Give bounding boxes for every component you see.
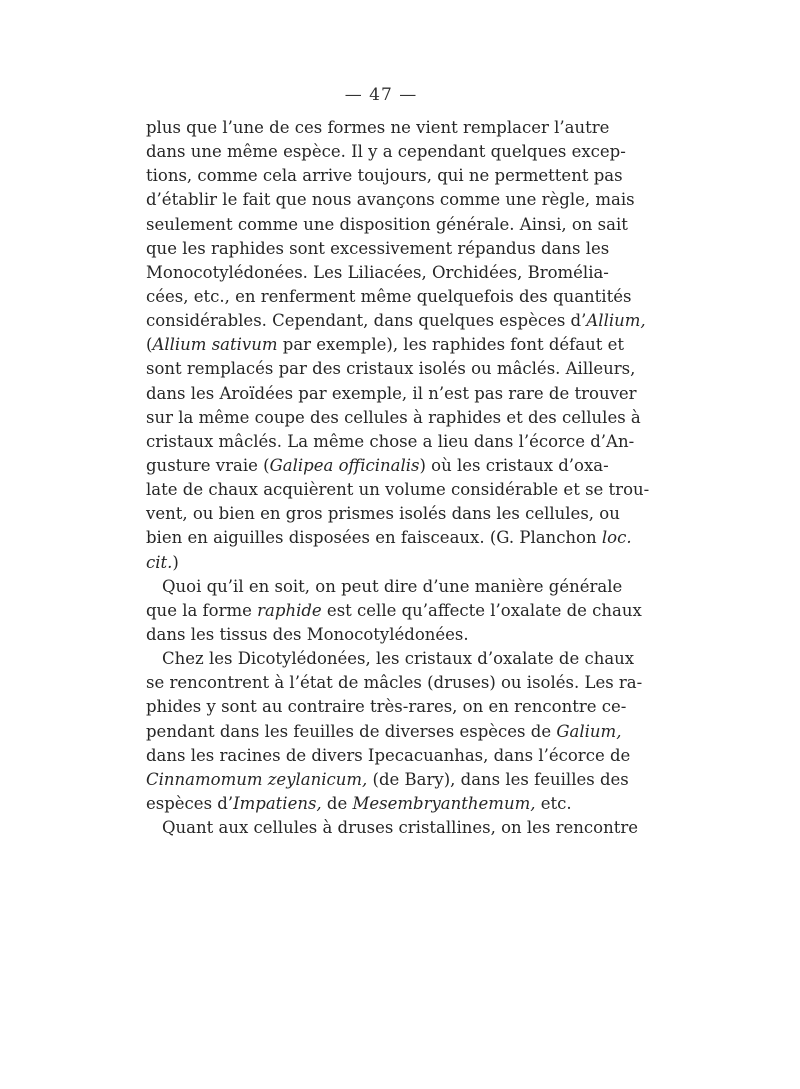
text-line <box>146 261 609 285</box>
text-line <box>146 671 643 695</box>
text-line <box>146 285 632 309</box>
text-segment: espèces d’ <box>146 793 234 813</box>
text-segment: est celle qu’affecte l’oxalate de chaux <box>321 600 642 620</box>
text-line <box>146 357 636 381</box>
text-segment: ) où les cristaux d’oxa- <box>419 455 609 475</box>
text-line <box>146 720 622 744</box>
text-segment: late de chaux acquièrent un volume considérable et se trou- <box>146 480 650 500</box>
text-segment: vent, ou bien en gros prismes isolés dans les cellules, ou <box>146 504 620 524</box>
text-segment: considérables. Cependant, dans quelques espèces d’ <box>146 311 587 331</box>
text-line <box>146 478 650 502</box>
text-line <box>146 647 635 671</box>
text-line <box>146 164 623 188</box>
text-line <box>146 526 632 550</box>
text-segment: Quant aux cellules à druses cristallines, on les rencontre <box>162 818 638 838</box>
text-line <box>146 188 635 212</box>
text-line <box>146 575 623 599</box>
text-line <box>146 599 642 623</box>
text-line <box>146 792 598 816</box>
text-segment: ( <box>146 335 153 355</box>
body-text <box>146 116 650 840</box>
text-line <box>146 333 624 357</box>
text-segment: seulement comme une disposition générale. Ainsi, on sait <box>146 214 628 234</box>
text-segment: sur la même coupe des cellules à raphides et des cellules à <box>146 407 641 427</box>
italic-text: loc. <box>601 528 632 548</box>
text-segment: tions, comme cela arrive toujours, qui ne permettent pas <box>146 166 623 186</box>
text-line <box>146 454 609 478</box>
page-number: — 47 — <box>344 85 418 105</box>
text-segment: cristaux mâclés. La même chose a lieu dans l’écorce d’An- <box>146 431 635 451</box>
text-segment: dans les tissus des Monocotylédonées. <box>146 624 469 644</box>
text-segment: cées, etc., en renferment même quelquefois des quantités <box>146 286 632 306</box>
text-segment: dans les racines de divers Ipecacuanhas, dans l’écorce de <box>146 745 631 765</box>
text-segment: sont remplacés par des cristaux isolés ou mâclés. Ailleurs, <box>146 359 636 379</box>
text-line <box>146 430 635 454</box>
italic-text: cit. <box>146 552 173 572</box>
text-line <box>146 237 610 261</box>
text-line <box>146 695 627 719</box>
italic-text: Allium, <box>586 311 646 331</box>
text-segment: ) <box>172 552 179 572</box>
italic-text: Impatiens, <box>233 793 322 813</box>
text-segment: gusture vraie ( <box>146 455 270 475</box>
text-segment: phides y sont au contraire très-rares, on en rencontre ce- <box>146 697 627 717</box>
text-segment: dans les Aroïdées par exemple, il n’est pas rare de trouver <box>146 383 637 403</box>
text-line <box>146 768 629 792</box>
text-line <box>146 816 638 840</box>
text-segment: de <box>321 793 353 813</box>
text-segment: plus que l’une de ces formes ne vient remplacer l’autre <box>146 118 610 137</box>
text-line <box>146 140 626 164</box>
text-line <box>146 116 610 140</box>
text-line <box>146 623 598 647</box>
text-segment: d’établir le fait que nous avançons comme une règle, mais <box>146 190 635 210</box>
text-segment: Quoi qu’il en soit, on peut dire d’une manière générale <box>162 576 623 596</box>
text-segment: etc. <box>535 793 572 813</box>
italic-text: Galium, <box>556 721 622 741</box>
text-segment: Chez les Dicotylédonées, les cristaux d’oxalate de chaux <box>162 649 635 669</box>
text-segment: que la forme <box>146 600 258 620</box>
text-line <box>146 382 637 406</box>
italic-text: Mesembryanthemum, <box>352 793 536 813</box>
text-line <box>146 551 598 575</box>
text-segment: (de Bary), dans les feuilles des <box>367 769 629 789</box>
italic-text: raphide <box>257 600 322 620</box>
text-segment: que les raphides sont excessivement répandus dans les <box>146 238 610 258</box>
text-line <box>146 406 641 430</box>
italic-text: Cinnamomum zeylanicum, <box>146 769 368 789</box>
text-segment: se rencontrent à l’état de mâcles (druses) ou isolés. Les ra- <box>146 673 643 693</box>
text-line <box>146 744 631 768</box>
text-line <box>146 502 620 526</box>
italic-text: Galipea officinalis <box>269 455 420 475</box>
text-segment: par exemple), les raphides font défaut et <box>277 335 624 355</box>
italic-text: Allium sativum <box>152 335 278 355</box>
text-segment: bien en aiguilles disposées en faisceaux. (G. Planchon <box>146 528 602 548</box>
text-line <box>146 213 628 237</box>
text-segment: Monocotylédonées. Les Liliacées, Orchidées, Bromélia- <box>146 262 609 282</box>
text-segment: dans une même espèce. Il y a cependant quelques excep- <box>146 142 626 162</box>
text-segment: pendant dans les feuilles de diverses espèces de <box>146 721 557 741</box>
text-line <box>146 309 646 333</box>
